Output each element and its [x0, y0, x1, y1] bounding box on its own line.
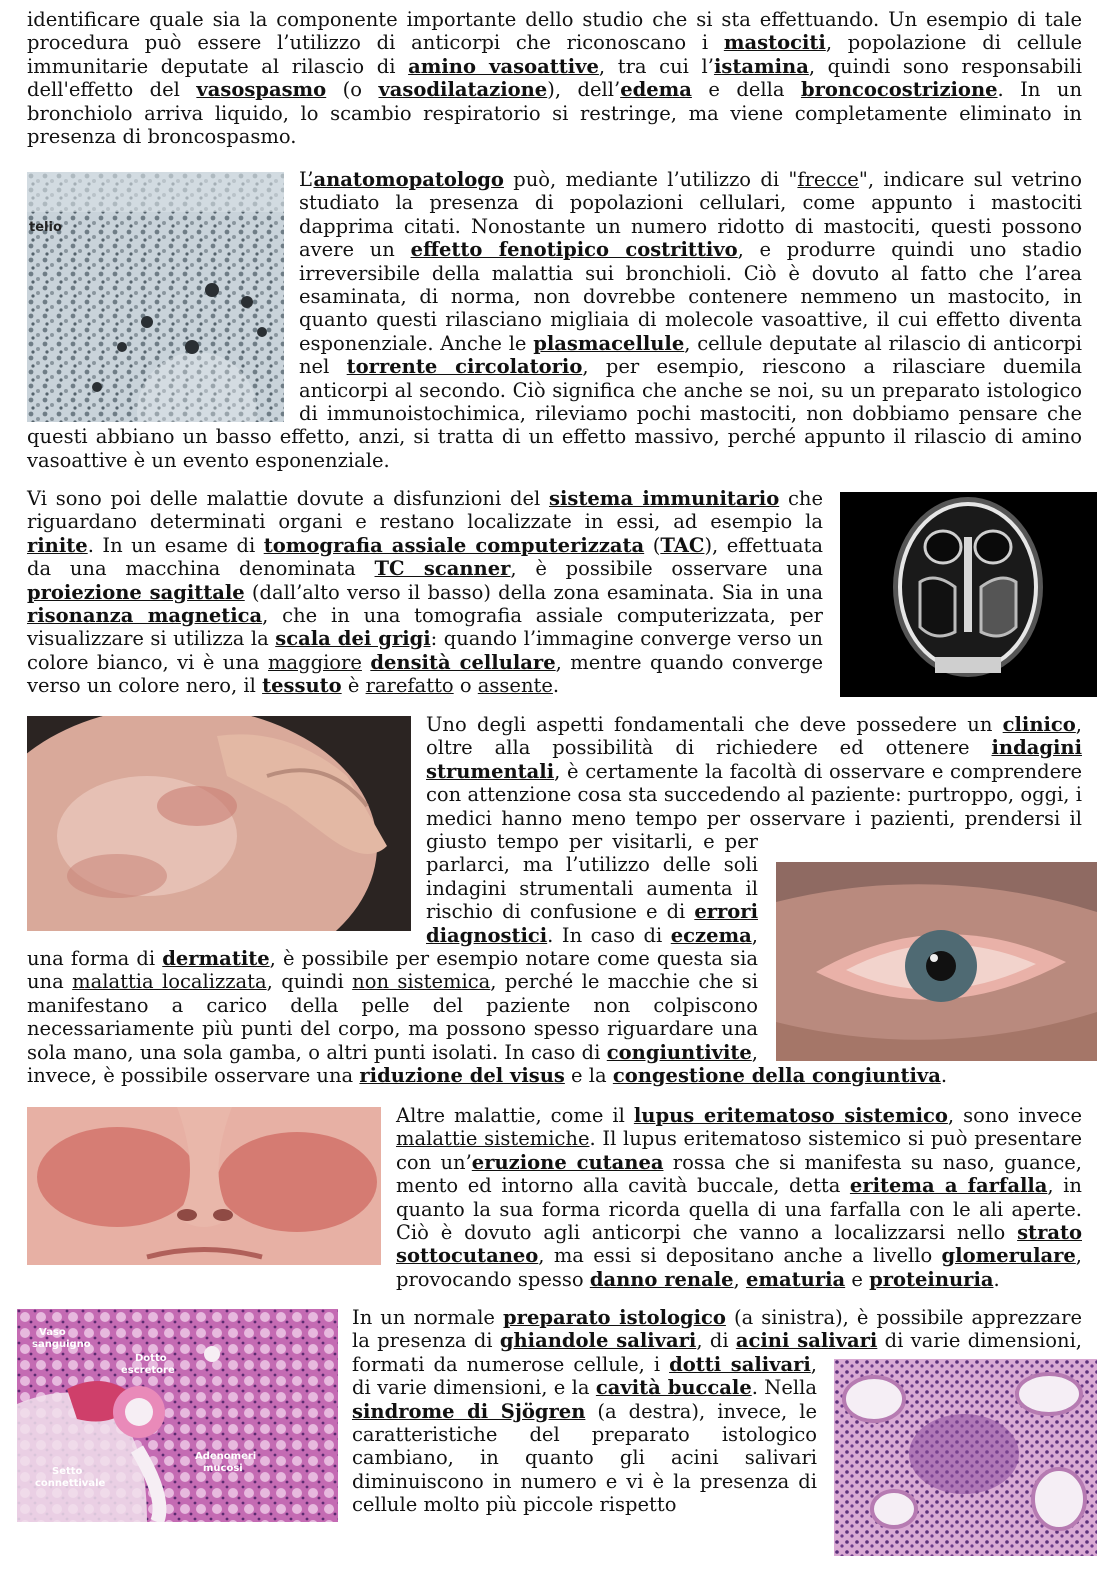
label-connettivale: connettivale [35, 1478, 106, 1489]
keyword: congiuntivite [606, 1040, 752, 1064]
keyword: TC scanner [374, 557, 511, 581]
keyword: cavità buccale [595, 1376, 752, 1400]
keyword: vasospasmo [196, 78, 327, 102]
figure-label: telio [29, 220, 62, 235]
label-setto: Setto [52, 1466, 83, 1477]
ct-scan-svg [840, 492, 1097, 697]
keyword: mastociti [723, 31, 826, 55]
keyword: ematuria [745, 1267, 846, 1291]
label-adenomeri: Adenomeri [195, 1451, 257, 1462]
keyword: tomografia assiale computerizzata [263, 533, 645, 557]
keyword: eritema a farfalla [849, 1174, 1048, 1198]
label-escretore: escretore [121, 1365, 175, 1376]
keyword: acini salivari [735, 1329, 878, 1353]
keyword: vasodilatazione [378, 78, 548, 102]
paragraph-immune-system: Vi sono poi delle malattie dovute a disfunzioni del sistema immunitario che riguardano determinati organi e restano localizzate in essi, ad esempio la rinite. In un esame di tomografia assiale computerizzata (TAC), effettuata da una macchina denominata TC scanner, è possibile osservare una proiezione sagittale (dall’alto verso il basso) della zona esaminata. Sia in una risonanza magnetica, che in una tomografia assiale computerizzata, per visualizzare si utilizza la scala dei grigi: quando l’immagine converge verso un colore bianco, vi è una maggiore densità cellulare, mentre quando converge verso un colore nero, il tessuto è rarefatto o assente. [27, 487, 824, 698]
keyword: torrente circolatorio [346, 355, 583, 379]
keyword: anatomopatologo [313, 168, 504, 191]
keyword: effetto fenotipico costrittivo [410, 238, 738, 262]
keyword: dermatite [162, 947, 270, 971]
label-mucosi: mucosi [203, 1463, 243, 1474]
keyword: lupus eritematoso sistemico [633, 1104, 948, 1127]
keyword: preparato istologico [503, 1306, 726, 1329]
keyword: errori diagnostici [426, 900, 758, 947]
keyword: TAC [660, 533, 705, 557]
keyword: istamina [713, 54, 809, 78]
keyword: edema [620, 78, 692, 102]
keyword: risonanza magnetica [27, 604, 263, 628]
keyword: riduzione del visus [359, 1064, 565, 1088]
label-vaso: Vaso [39, 1327, 66, 1338]
keyword: rinite [27, 533, 88, 557]
keyword: sistema immunitario [549, 487, 780, 510]
keyword: tessuto [262, 674, 342, 698]
keyword: eruzione cutanea [471, 1150, 664, 1174]
label-dotto: Dotto [135, 1353, 167, 1364]
keyword: dotti salivari [669, 1352, 811, 1376]
paragraph-lupus: Altre malattie, come il lupus eritematoso sistemico, sono invece malattie sistemiche. Il lupus eritematoso sistemico si può presentare con un’eruzione cutanea rossa che si manifesta su naso, guance, mento ed intorno alla cavità buccale, detta eritema a farfalla, in quanto la sua forma ricorda quella di una farfalla con le ali aperte. Ciò è dovuto agli anticorpi che vanno a localizzarsi nello strato sottocutaneo, ma essi si depositano anche a livello glomerulare, provocando spesso danno renale, ematuria e proteinuria. [396, 1104, 1082, 1291]
keyword: plasmacellule [533, 331, 685, 355]
keyword: eczema [670, 923, 752, 947]
keyword: ghiandole salivari [499, 1329, 697, 1353]
paragraph-clinical-observation: Uno degli aspetti fondamentali che deve possedere un clinico, oltre alla possibilità di richiedere ed ottenere indagini strumentali, è certamente la facoltà di osservare e comprendere con attenzione cosa sta succedendo al paziente: purtroppo, oggi, i medici hanno meno tempo per osservare i pazienti, prendersi il giusto tempo per visitarli, e per parlarci, ma l’utilizzo delle soli indagini strumentali aumenta il rischio di confusione e di errori diagnostici. In caso di eczema, una forma di dermatite, è possibile per esempio notare come questa sia una malattia localizzata, quindi non sistemica, perché le macchie che si manifestano a carico della pelle del paziente non colpiscono necessariamente più punti del corpo, ma possono spesso riguardare una sola mano, una sola gamba, o altri punti isolati. In caso di congiuntivite, invece, è possibile osservare una riduzione del visus e la congestione della congiuntiva. [27, 713, 1082, 1088]
ct-scan-image [840, 492, 1097, 697]
keyword: congestione della congiuntiva [612, 1064, 941, 1088]
keyword: densità cellulare [370, 650, 556, 674]
keyword: amino vasoattive [408, 54, 599, 78]
keyword: danno renale [589, 1267, 734, 1291]
keyword: proiezione sagittale [27, 580, 245, 604]
keyword: clinico [1002, 713, 1076, 736]
keyword: scala dei grigi [275, 627, 431, 651]
keyword: proteinuria [869, 1267, 994, 1291]
keyword: strato sottocutaneo [396, 1221, 1082, 1268]
keyword: sindrome di Sjögren [352, 1399, 586, 1423]
label-sanguigno: sanguigno [32, 1339, 91, 1350]
keyword: indagini strumentali [426, 736, 1082, 783]
paragraph-intro: identificare quale sia la componente importante dello studio che si sta effettuando. Un esempio di tale procedura può essere l’utilizzo di anticorpi che riconoscano i mastociti, popolazione di cellule immunitarie deputate al rilascio di amino vasoattive, tra cui l’istamina, quindi sono responsabili dell'effetto del vasospasmo (o vasodilatazione), dell’edema e della broncocostrizione. In un bronchiolo arriva liquido, lo scambio respiratorio si restringe, ma viene completamente eliminato in presenza di broncospasmo. [27, 8, 1083, 149]
keyword: broncocostrizione [800, 78, 998, 102]
paragraph-salivary-glands: In un normale preparato istologico (a sinistra), è possibile apprezzare la presenza di ghiandole salivari, di acini salivari di varie dimensioni, formati da numerose cellule, i dotti salivari, di varie dimensioni, e la cavità buccale. Nella sindrome di Sjögren (a destra), invece, le caratteristiche del preparato istologico cambiano, in quanto gli acini salivari diminuiscono in numero e vi è la presenza di cellule molto più piccole rispetto [352, 1306, 1083, 1517]
keyword: glomerulare [941, 1244, 1076, 1268]
paragraph-anatomopathology: L’anatomopatologo può, mediante l’utilizzo di "frecce", indicare sul vetrino studiato la presenza di popolazioni cellulari, come appunto i mastociti dapprima citati. Nonostante un numero ridotto di mastociti, questi possono avere un effetto fenotipico costrittivo, e produrre quindi uno stadio irreversibile della malattia sui bronchioli. Ciò è dovuto al fatto che l’area esaminata, di norma, non dovrebbe contenere nemmeno un mastocito, in quanto questi rilasciano migliaia di molecole vasoattive, il cui effetto diventa esponenziale. Anche le plasmacellule, cellule deputate al rilascio di anticorpi nel torrente circolatorio, per esempio, riescono a rilasciare duemila anticorpi al secondo. Ciò significa che anche se noi, su un preparato istologico di immunoistochimica, rileviamo pochi mastociti, non dobbiamo pensare che questi abbiano un basso effetto, anzi, si tratta di un effetto massivo, perché appunto il rilascio di amino vasoattive è un evento esponenziale. [27, 168, 1083, 472]
